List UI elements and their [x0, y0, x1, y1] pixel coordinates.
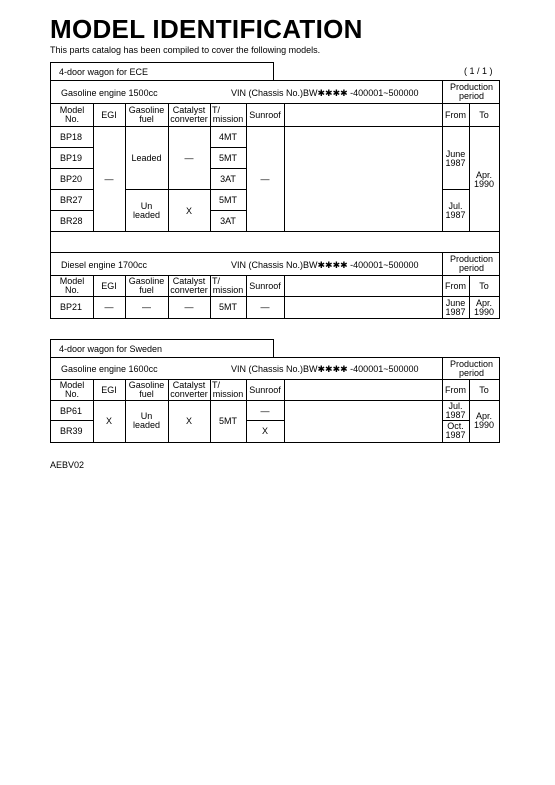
col-model-no: Model No. — [59, 105, 85, 124]
col-egi: EGI — [101, 384, 117, 395]
ece-gasoline-label: Gasoline engine 1500cc — [61, 88, 158, 98]
transmission-value: 5MT — [219, 195, 237, 205]
from-date: June 1987 — [445, 297, 466, 317]
ece-section-tag: 4-door wagon for ECE — [50, 62, 274, 81]
col-to: To — [479, 384, 489, 395]
page-indicator: ( 1 / 1 ) — [464, 66, 493, 76]
ece-diesel-vin: VIN (Chassis No.)BW✱✱✱✱ -400001~500000 — [231, 260, 419, 270]
col-transmission: T/ mission — [212, 276, 244, 295]
sunroof-value: X — [261, 425, 268, 436]
catalyst-value: — — [184, 302, 194, 312]
from-date: Oct. 1987 — [445, 421, 466, 440]
table-row-model: BP20 — [60, 174, 83, 184]
col-model-no: Model No. — [59, 380, 85, 399]
egi-value: — — [104, 174, 114, 184]
catalyst-value: X — [185, 415, 192, 426]
from-date: Jul. 1987 — [445, 201, 466, 220]
to-date: Apr. 1990 — [473, 297, 495, 317]
col-from: From — [445, 280, 466, 291]
col-to: To — [479, 109, 489, 120]
from-date: Jul. 1987 — [445, 401, 466, 420]
page-title: MODEL IDENTIFICATION — [50, 14, 363, 44]
sweden-gasoline-band — [51, 358, 499, 379]
intro-text: This parts catalog has been compiled to cover the following models. — [50, 45, 321, 55]
transmission-value: 5MT — [219, 415, 237, 426]
col-transmission: T/ mission — [212, 380, 244, 399]
col-gasoline-fuel: Gasoline fuel — [128, 276, 165, 295]
sunroof-value: — — [260, 405, 270, 416]
transmission-value: 3AT — [220, 174, 236, 184]
transmission-value: 3AT — [220, 216, 236, 226]
table-row-model: BP19 — [60, 153, 83, 163]
col-from: From — [445, 109, 466, 120]
to-date: Apr. 1990 — [473, 169, 495, 189]
ece-production-header: Production period — [442, 81, 500, 103]
col-sunroof: Sunroof — [249, 384, 281, 395]
document-code: AEBV02 — [50, 460, 85, 470]
col-gasoline-fuel: Gasoline fuel — [128, 105, 165, 124]
col-egi: EGI — [101, 280, 117, 291]
table-row-model: BR27 — [60, 195, 83, 205]
col-egi: EGI — [101, 109, 117, 120]
fuel-value: — — [142, 302, 151, 312]
col-model-no: Model No. — [59, 276, 85, 295]
ece-gasoline-vin: VIN (Chassis No.)BW✱✱✱✱ -400001~500000 — [231, 88, 419, 98]
table-row-model: BP61 — [60, 405, 83, 416]
fuel-value: Un leaded — [132, 201, 161, 220]
sweden-table — [50, 357, 500, 443]
col-transmission: T/ mission — [212, 105, 244, 124]
sweden-gasoline-vin: VIN (Chassis No.)BW✱✱✱✱ -400001~500000 — [231, 364, 419, 374]
ece-gasoline-band — [51, 81, 499, 103]
sunroof-value: — — [260, 302, 270, 312]
ece-diesel-band — [51, 253, 499, 275]
sweden-section-tag: 4-door wagon for Sweden — [50, 339, 274, 358]
ece-table — [50, 80, 500, 319]
table-row-model: BP21 — [60, 302, 83, 312]
table-row-model: BR28 — [60, 216, 83, 226]
transmission-value: 4MT — [219, 132, 237, 142]
table-row-model: BR39 — [60, 425, 83, 436]
col-from: From — [445, 384, 466, 395]
sweden-production-header: Production period — [442, 358, 500, 379]
ece-diesel-production-header: Production period — [442, 253, 500, 275]
col-gasoline-fuel: Gasoline fuel — [128, 380, 165, 399]
egi-value: — — [104, 302, 114, 312]
fuel-value: Un leaded — [132, 411, 161, 430]
col-to: To — [479, 280, 489, 291]
transmission-value: 5MT — [219, 302, 237, 312]
from-date: June 1987 — [445, 148, 466, 168]
catalyst-value: X — [185, 205, 192, 216]
col-catalyst: Catalyst converter — [170, 380, 208, 399]
sunroof-value: — — [260, 174, 270, 184]
catalyst-value: — — [184, 153, 194, 163]
fuel-value: Leaded — [131, 153, 162, 163]
ece-diesel-label: Diesel engine 1700cc — [61, 260, 148, 270]
to-date: Apr. 1990 — [473, 411, 495, 430]
transmission-value: 5MT — [219, 153, 237, 163]
egi-value: X — [105, 415, 112, 426]
sweden-gasoline-label: Gasoline engine 1600cc — [61, 364, 158, 374]
table-row-model: BP18 — [60, 132, 83, 142]
col-catalyst: Catalyst converter — [170, 276, 208, 295]
col-sunroof: Sunroof — [249, 109, 281, 120]
col-catalyst: Catalyst converter — [170, 105, 208, 124]
col-sunroof: Sunroof — [249, 280, 281, 291]
